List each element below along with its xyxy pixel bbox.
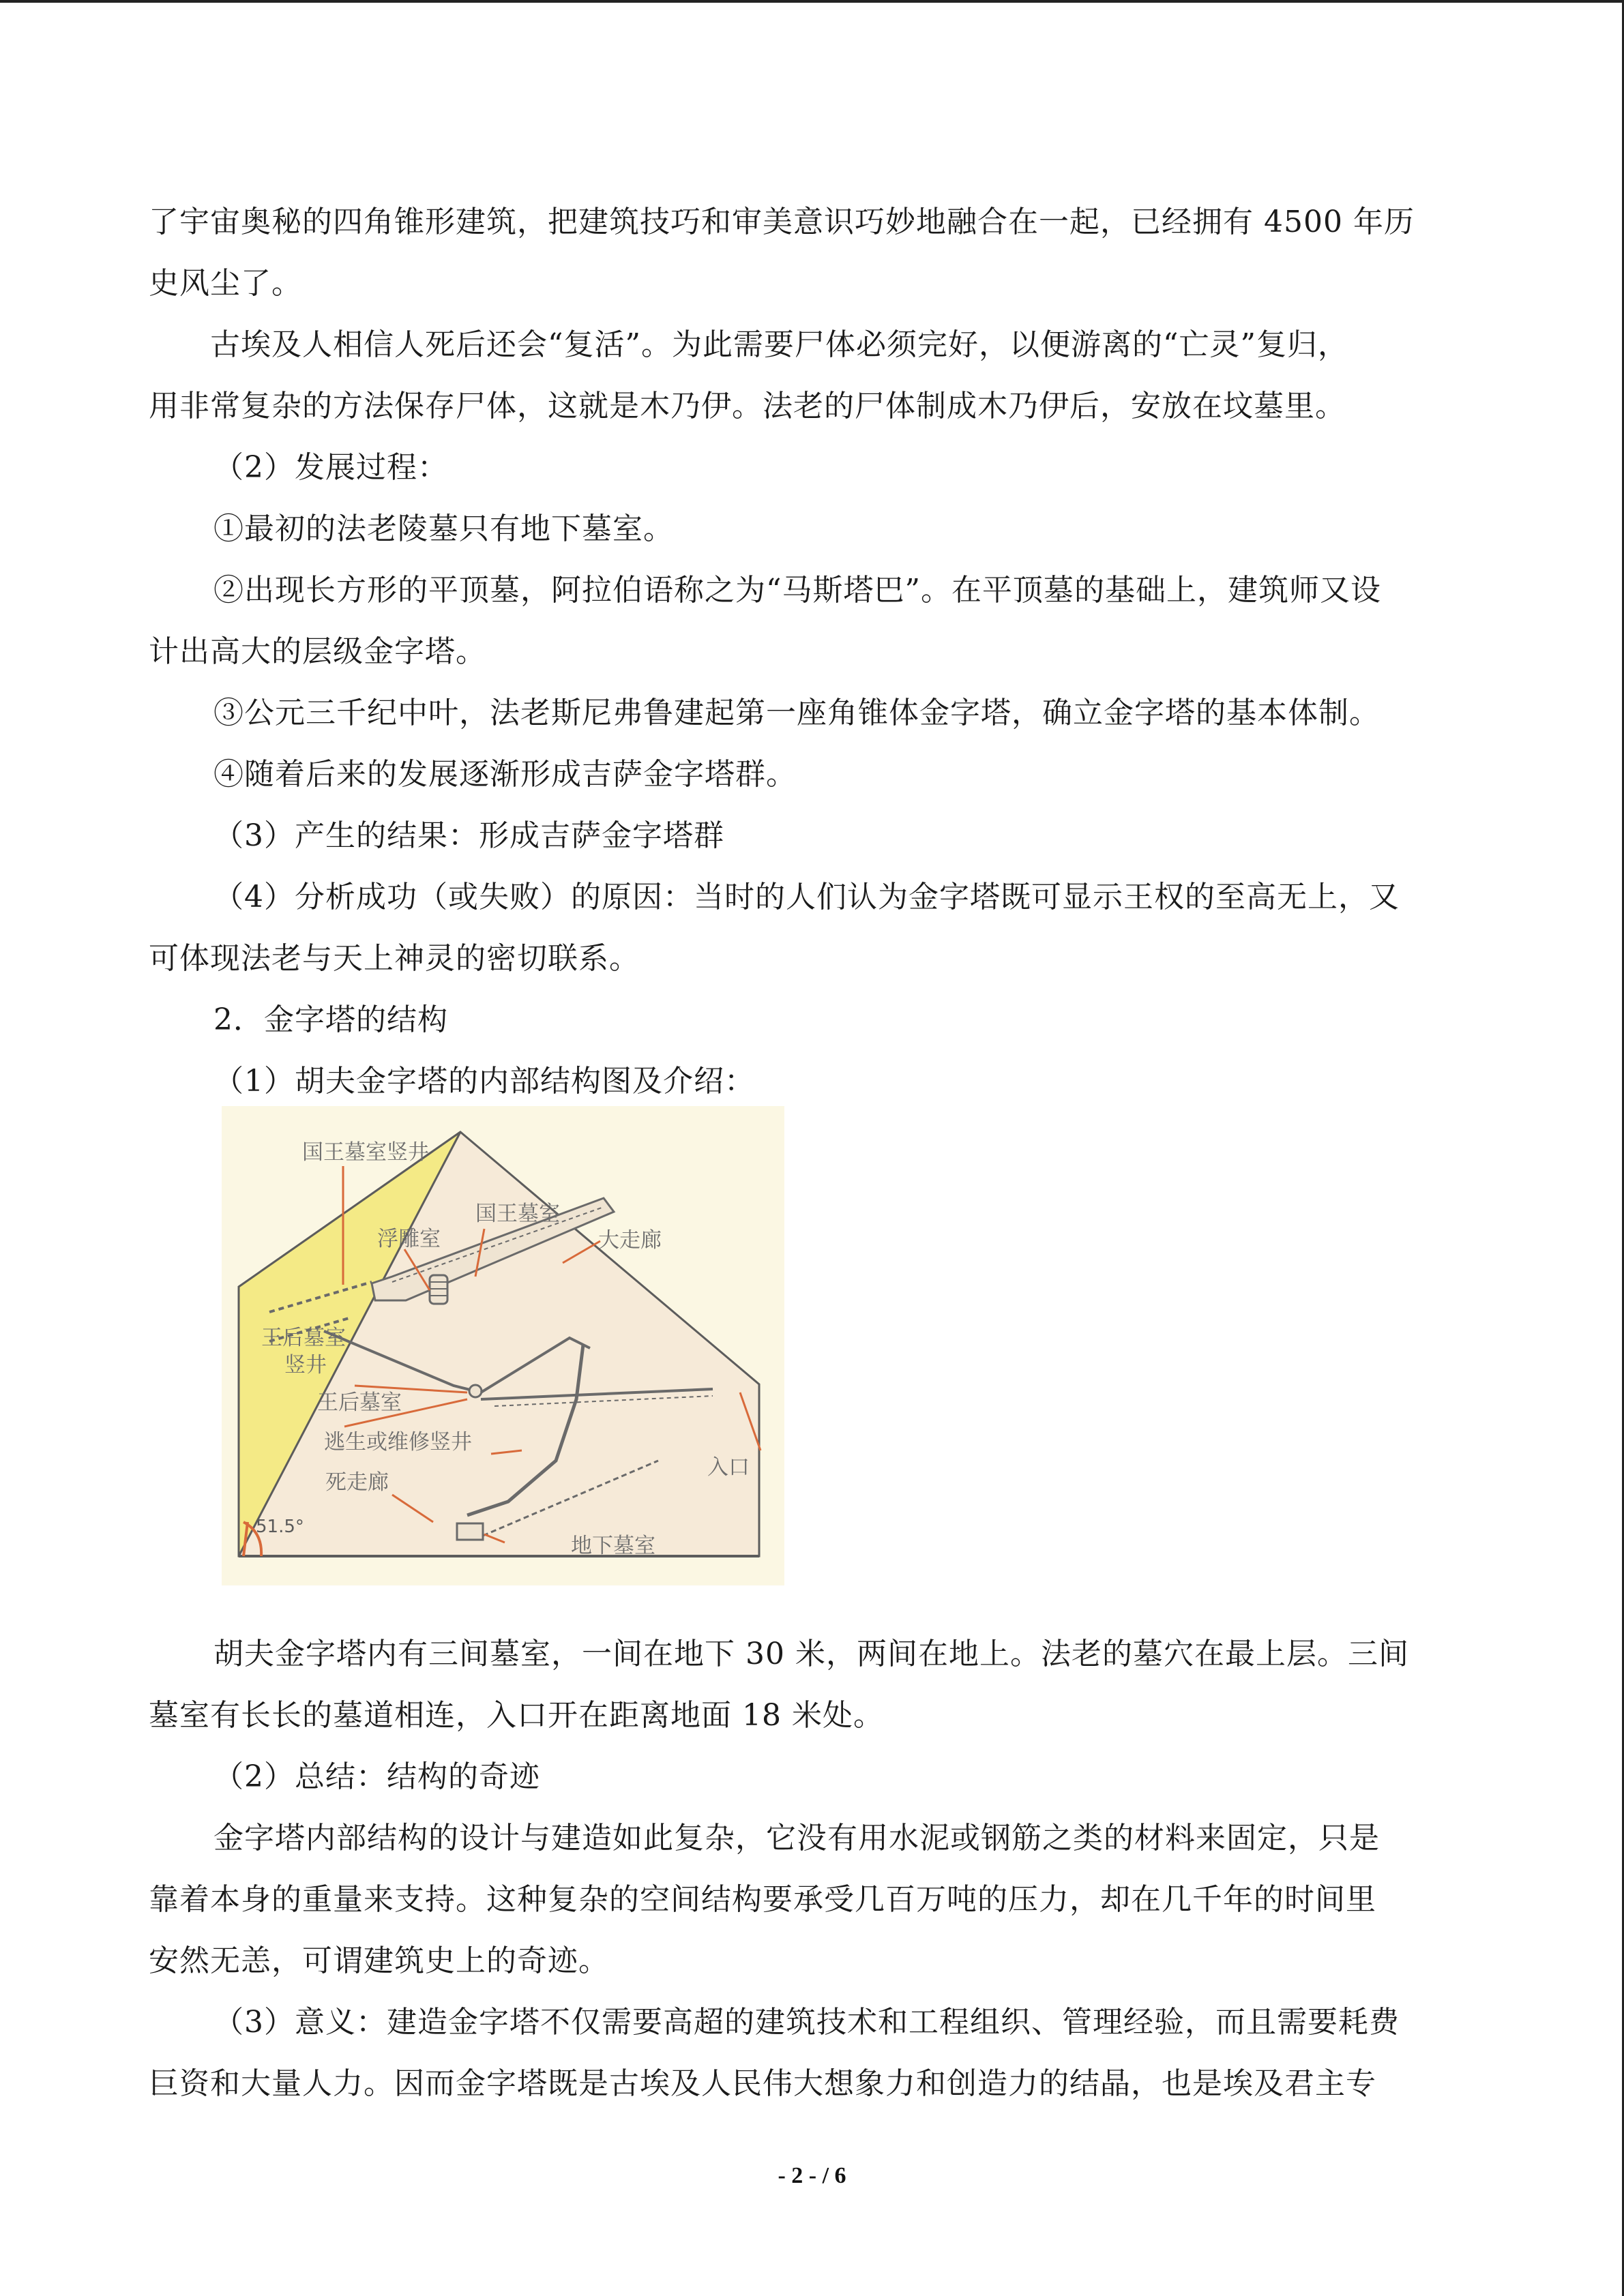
top-border [0, 0, 1624, 3]
page-number: - 2 - / 6 [778, 2163, 846, 2188]
label-angle: 51.5° [256, 1517, 304, 1537]
section-heading: （3）产生的结果：形成吉萨金字塔群 [213, 818, 724, 853]
paragraph-line: 用非常复杂的方法保存尸体，这就是木乃伊。法老的尸体制成木乃伊后，安放在坟墓里。 [149, 389, 1346, 423]
paragraph-line: （3）意义：建造金字塔不仅需要高超的建筑技术和工程组织、管理经验，而且需要耗费 [213, 2005, 1400, 2040]
queen-chamber [469, 1385, 482, 1397]
label-entrance: 入口 [707, 1455, 750, 1480]
paragraph-line: 可体现法老与天上神灵的密切联系。 [149, 941, 640, 976]
paragraph-line: （4）分析成功（或失败）的原因：当时的人们认为金字塔既可显示王权的至高无上，又 [213, 880, 1400, 914]
paragraph-line: ④随着后来的发展逐渐形成吉萨金字塔群。 [213, 757, 797, 792]
paragraph-line: ②出现长方形的平顶墓，阿拉伯语称之为“马斯塔巴”。在平顶墓的基础上，建筑师又设 [213, 573, 1381, 608]
pyramid-structure-diagram [222, 1106, 784, 1585]
paragraph-line: 计出高大的层级金字塔。 [149, 634, 486, 669]
paragraph-line: 了宇宙奥秘的四角锥形建筑，把建筑技巧和审美意识巧妙地融合在一起，已经拥有 4500 年历 [149, 205, 1415, 239]
label-underground: 地下墓室 [571, 1534, 655, 1558]
section-heading: 2．金字塔的结构 [213, 1002, 448, 1037]
underground-chamber [457, 1523, 483, 1540]
label-queen-shaft-1: 王后墓室 [261, 1326, 346, 1350]
paragraph-line: 安然无恙，可谓建筑史上的奇迹。 [149, 1943, 609, 1978]
paragraph-line: 巨资和大量人力。因而金字塔既是古埃及人民伟大想象力和创造力的结晶，也是埃及君主专 [149, 2066, 1376, 2101]
paragraph-line: 靠着本身的重量来支持。这种复杂的空间结构要承受几百万吨的压力，却在几千年的时间里 [149, 1882, 1376, 1917]
paragraph-line: ①最初的法老陵墓只有地下墓室。 [213, 511, 674, 546]
section-heading: （2）总结：结构的奇迹 [213, 1759, 540, 1794]
paragraph-line: 史风尘了。 [149, 266, 302, 301]
section-heading: （1）胡夫金字塔的内部结构图及介绍： [213, 1064, 755, 1099]
label-queen-chamber: 王后墓室 [317, 1390, 402, 1415]
paragraph-line: 古埃及人相信人死后还会“复活”。为此需要尸体必须完好，以便游离的“亡灵”复归， [210, 327, 1348, 362]
label-relief-chamber: 浮雕室 [377, 1227, 441, 1251]
label-dead-end: 死走廊 [325, 1470, 389, 1495]
label-king-shaft: 国王墓室竖井 [302, 1140, 429, 1165]
section-heading: （2）发展过程： [213, 450, 448, 485]
label-king-chamber: 国王墓室 [475, 1202, 560, 1226]
label-escape-shaft: 逃生或维修竖井 [324, 1430, 472, 1455]
paragraph-line: 金字塔内部结构的设计与建造如此复杂，它没有用水泥或钢筋之类的材料来固定，只是 [213, 1821, 1380, 1855]
paragraph-line: ③公元三千纪中叶，法老斯尼弗鲁建起第一座角锥体金字塔，确立金字塔的基本体制。 [213, 696, 1380, 730]
label-queen-shaft-2: 竖井 [284, 1353, 327, 1377]
label-grand-gallery: 大走廊 [598, 1228, 662, 1253]
paragraph-line: 墓室有长长的墓道相连，入口开在距离地面 18 米处。 [149, 1698, 884, 1733]
paragraph-line: 胡夫金字塔内有三间墓室，一间在地下 30 米，两间在地上。法老的墓穴在最上层。三间 [213, 1637, 1409, 1671]
